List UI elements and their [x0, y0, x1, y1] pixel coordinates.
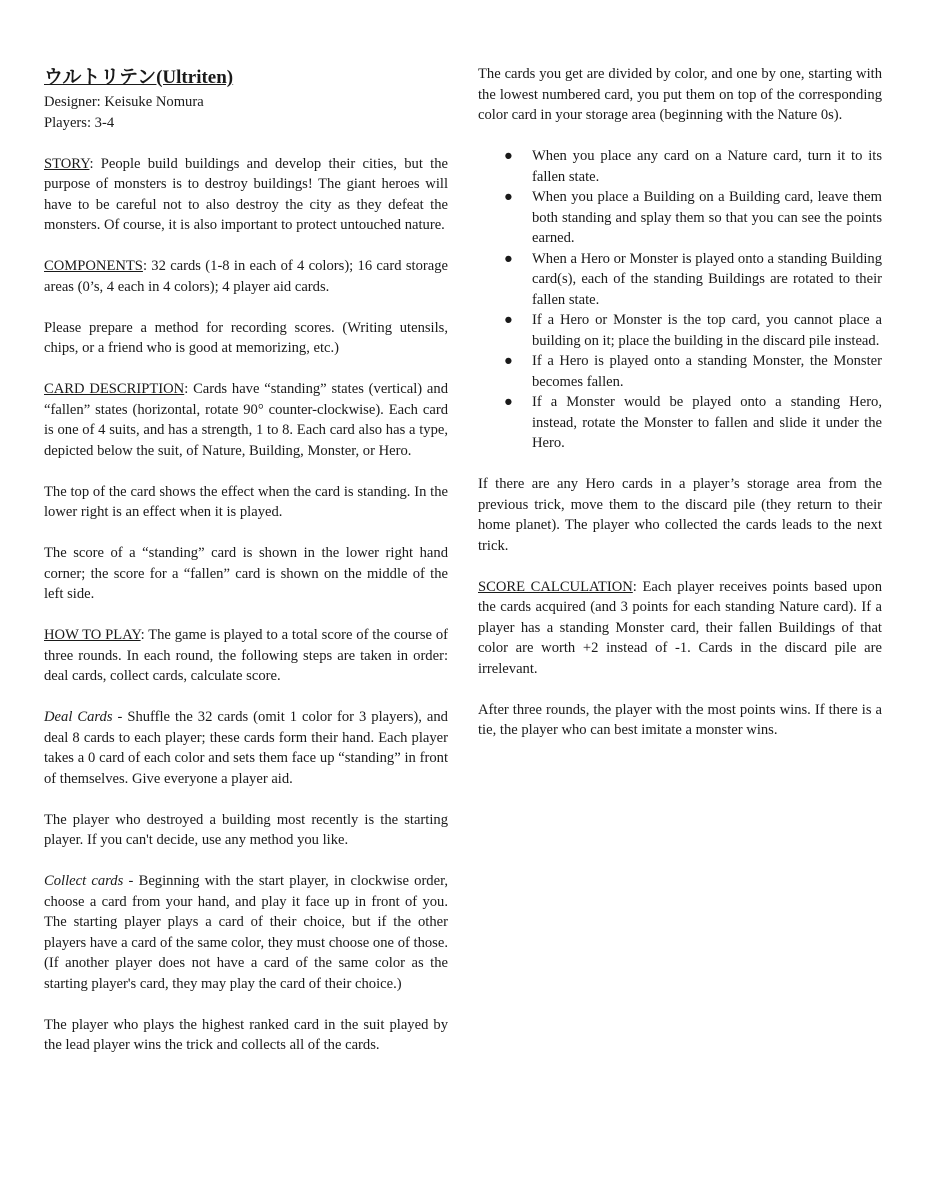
left-column [44, 64, 448, 1076]
rule-text: When a Hero or Monster is played onto a standing Building card(s), each of the standing Buildings are rotated to their fallen state. [532, 250, 882, 308]
how-to-play-text: : The game is played to a total score of the course of three rounds. In each round, the following steps are taken in order: deal cards, collect cards, calculate score. [44, 627, 448, 684]
collect-cards-paragraph [44, 871, 448, 994]
ending-paragraph: After three rounds, the player with the most points wins. If there is a tie, the player who can best imitate a monster wins. [478, 701, 882, 738]
score-calculation-text: : Each player receives points based upon the cards acquired (and 3 points for each standing Nature card). If a player has a standing Monster card, their fallen Buildings of that color are worth +2 instead of -1. Cards in the discard pile are irrelevant. [478, 578, 882, 677]
designer-line: Designer: Keisuke Nomura [44, 94, 204, 110]
card-top-paragraph: The top of the card shows the effect when the card is standing. In the lower right is an effect when it is played. [44, 483, 448, 520]
card-description-paragraph [44, 379, 448, 461]
components-paragraph [44, 256, 448, 297]
deal-cards-heading: Deal Cards [44, 709, 113, 725]
rule-text: If a Monster would be played onto a standing Hero, instead, rotate the Monster to fallen and slide it under the Hero. [532, 394, 882, 451]
story-text: : People build buildings and develop their cities, but the purpose of monsters is to destroy buildings! The giant heroes will have to be careful not to also destroy the city as they defeat the monsters. Of course, it is also important to protect untouched nature. [44, 155, 448, 233]
header-block [44, 64, 448, 133]
bullet-icon: ● [504, 148, 513, 164]
how-to-play-heading: HOW TO PLAY [44, 627, 141, 643]
list-item [478, 310, 882, 351]
bullet-icon: ● [504, 189, 513, 205]
story-heading: STORY [44, 155, 90, 172]
card-score-paragraph: The score of a “standing” card is shown in the lower right hand corner; the score for a “fallen” card is shown on the middle of the left side. [44, 545, 448, 602]
bullet-icon: ● [504, 353, 513, 369]
components-heading: COMPONENTS [44, 258, 143, 274]
rule-text: If a Hero is played onto a standing Monster, the Monster becomes fallen. [532, 353, 882, 390]
list-item [478, 187, 882, 249]
cards-divided-paragraph: The cards you get are divided by color, and one by one, starting with the lowest numbered card, you put them on top of the corresponding color card in your storage area (beginning with the Nature 0s). [478, 66, 882, 123]
deal-cards-paragraph [44, 707, 448, 789]
starting-player-paragraph: The player who destroyed a building most recently is the starting player. If you can't decide, use any method you like. [44, 811, 448, 848]
card-description-text: : Cards have “standing” states (vertical) and “fallen” states (horizontal, rotate 90° counter-clockwise). Each card is one of 4 suits, and has a strength, 1 to 8. Each card also has a type, depicted below the suit, of Nature, Building, Monster, or Hero. [44, 381, 449, 459]
game-title: ウルトリテン(Ultriten) [44, 67, 234, 88]
rule-text: When you place a Building on a Building card, leave them both standing and splay them so that you can see the points earned. [532, 189, 882, 246]
score-calculation-heading: SCORE CALCULATION [478, 578, 633, 595]
bullet-icon: ● [504, 394, 513, 410]
list-item [478, 351, 882, 392]
rule-text: When you place any card on a Nature card, turn it to its fallen state. [532, 148, 882, 185]
prepare-paragraph: Please prepare a method for recording scores. (Writing utensils, chips, or a friend who is good at memorizing, etc.) [44, 319, 448, 356]
bullet-icon: ● [504, 250, 513, 267]
collect-cards-heading: Collect cards [44, 873, 124, 889]
placement-rules-list [478, 146, 882, 454]
bullet-icon: ● [504, 312, 513, 328]
deal-cards-text: - Shuffle the 32 cards (omit 1 color for 3 players), and deal 8 cards to each player; these cards form their hand. Each player takes a 0 card of each color and sets them face up “standing” in front of themselves. Give everyone a player aid. [44, 709, 448, 787]
score-calculation-paragraph [478, 577, 882, 680]
story-paragraph [44, 154, 448, 236]
right-column [478, 64, 882, 761]
card-description-heading: CARD DESCRIPTION [44, 381, 185, 397]
list-item [478, 146, 882, 187]
rule-text: If a Hero or Monster is the top card, you cannot place a building on it; place the building in the discard pile instead. [532, 312, 882, 349]
players-line: Players: 3-4 [44, 114, 115, 131]
list-item [478, 392, 882, 454]
how-to-play-paragraph [44, 625, 448, 687]
hero-return-paragraph: If there are any Hero cards in a player’s storage area from the previous trick, move them to the discard pile (they return to their home planet). The player who collected the cards leads to the next trick. [478, 476, 882, 554]
collect-cards-text: - Beginning with the start player, in clockwise order, choose a card from your hand, and play it face up in front of you. The starting player plays a card of their choice, but if the other players have a card of the same color, they must choose one of those. (If another player does not have a card of the same color as the starting player's card, they may play the card of their choice.) [44, 873, 448, 992]
highest-card-paragraph: The player who plays the highest ranked card in the suit played by the lead player wins the trick and collects all of the cards. [44, 1016, 448, 1053]
list-item [478, 249, 882, 311]
components-text: : 32 cards (1-8 in each of 4 colors); 16 card storage areas (0’s, 4 each in 4 colors); 4 player aid cards. [44, 258, 448, 295]
